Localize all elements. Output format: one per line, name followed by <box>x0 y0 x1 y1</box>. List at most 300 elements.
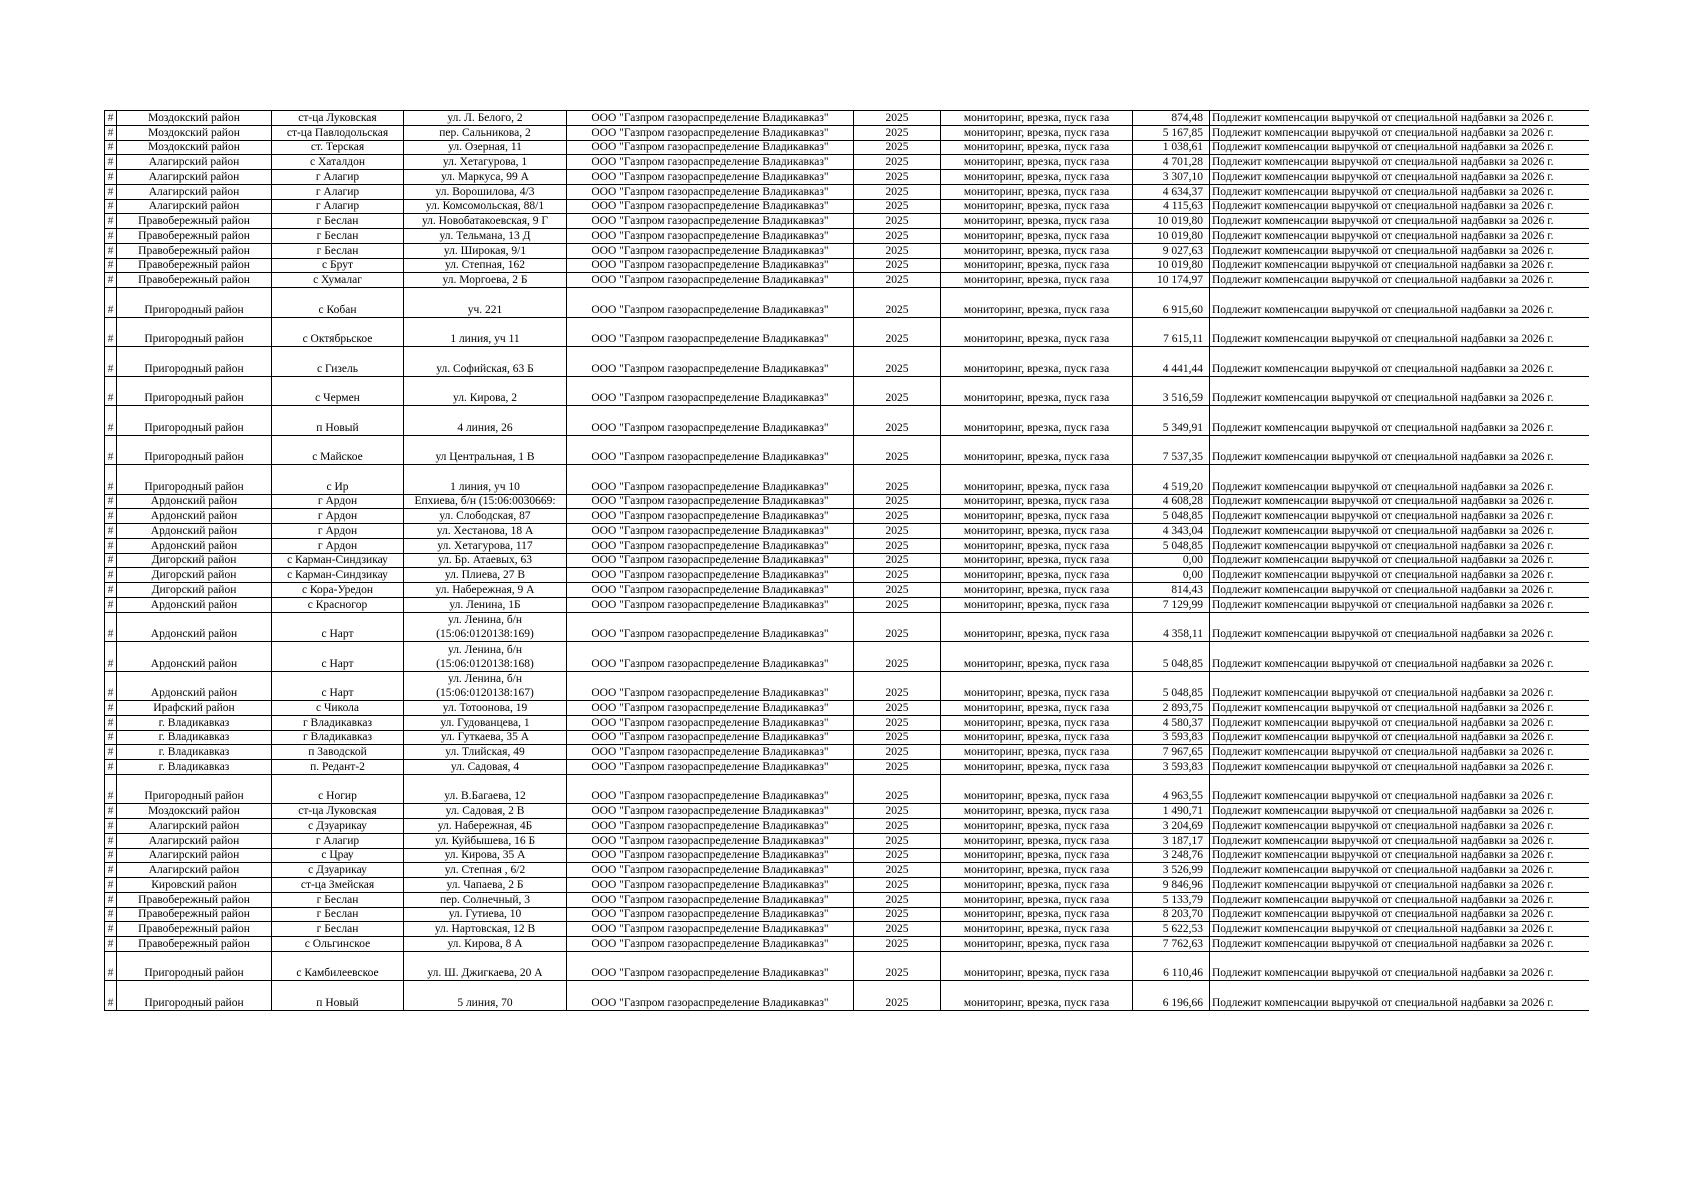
cell-org: ООО "Газпром газораспределение Владикавказ" <box>567 951 854 981</box>
cell-note: Подлежит компенсации выручкой от специальной надбавки за 2026 г. <box>1210 701 1589 716</box>
cell-year: 2025 <box>854 568 941 583</box>
cell-year: 2025 <box>854 170 941 185</box>
cell-org: ООО "Газпром газораспределение Владикавказ" <box>567 494 854 509</box>
cell-amount: 7 537,35 <box>1133 435 1210 465</box>
table-row <box>105 715 1589 730</box>
cell-amount: 4 963,55 <box>1133 774 1210 804</box>
cell-works: мониторинг, врезка, пуск газа <box>941 111 1133 126</box>
cell-locality: с Кобан <box>272 288 404 318</box>
cell-idx: # <box>105 214 117 229</box>
cell-address: пер. Сальникова, 2 <box>404 125 567 140</box>
cell-address: ул. Хетагурова, 1 <box>404 155 567 170</box>
cell-address: Епхиева, б/н (15:06:0030669: <box>404 494 567 509</box>
cell-org: ООО "Газпром газораспределение Владикавказ" <box>567 184 854 199</box>
cell-org: ООО "Газпром газораспределение Владикавказ" <box>567 583 854 598</box>
cell-district: Ардонский район <box>117 671 272 701</box>
cell-works: мониторинг, врезка, пуск газа <box>941 951 1133 981</box>
cell-address: ул. Бр. Атаевых, 63 <box>404 553 567 568</box>
cell-note: Подлежит компенсации выручкой от специальной надбавки за 2026 г. <box>1210 907 1589 922</box>
cell-address: ул. В.Багаева, 12 <box>404 774 567 804</box>
cell-works: мониторинг, врезка, пуск газа <box>941 288 1133 318</box>
cell-amount: 814,43 <box>1133 583 1210 598</box>
cell-idx: # <box>105 538 117 553</box>
cell-locality: с Чермен <box>272 376 404 406</box>
cell-org: ООО "Газпром газораспределение Владикавказ" <box>567 258 854 273</box>
cell-idx: # <box>105 273 117 288</box>
cell-idx: # <box>105 376 117 406</box>
cell-works: мониторинг, врезка, пуск газа <box>941 435 1133 465</box>
cell-address: ул. Нартовская, 12 В <box>404 922 567 937</box>
table-row <box>105 243 1589 258</box>
cell-amount: 7 129,99 <box>1133 597 1210 612</box>
cell-idx: # <box>105 951 117 981</box>
cell-works: мониторинг, врезка, пуск газа <box>941 583 1133 598</box>
cell-works: мониторинг, врезка, пуск газа <box>941 642 1133 672</box>
cell-amount: 4 115,63 <box>1133 199 1210 214</box>
cell-works: мониторинг, врезка, пуск газа <box>941 892 1133 907</box>
cell-note: Подлежит компенсации выручкой от специальной надбавки за 2026 г. <box>1210 509 1589 524</box>
cell-amount: 4 343,04 <box>1133 524 1210 539</box>
cell-note: Подлежит компенсации выручкой от специальной надбавки за 2026 г. <box>1210 981 1589 1011</box>
cell-idx: # <box>105 701 117 716</box>
table-row <box>105 465 1589 495</box>
table-row <box>105 597 1589 612</box>
cell-year: 2025 <box>854 701 941 716</box>
cell-note: Подлежит компенсации выручкой от специальной надбавки за 2026 г. <box>1210 922 1589 937</box>
cell-district: г. Владикавказ <box>117 745 272 760</box>
cell-locality: с Карман-Синдзикау <box>272 568 404 583</box>
cell-amount: 0,00 <box>1133 568 1210 583</box>
cell-works: мониторинг, врезка, пуск газа <box>941 760 1133 775</box>
cell-org: ООО "Газпром газораспределение Владикавказ" <box>567 568 854 583</box>
cell-locality: с Майское <box>272 435 404 465</box>
cell-note: Подлежит компенсации выручкой от специальной надбавки за 2026 г. <box>1210 258 1589 273</box>
cell-org: ООО "Газпром газораспределение Владикавказ" <box>567 730 854 745</box>
table-row <box>105 804 1589 819</box>
cell-amount: 3 593,83 <box>1133 760 1210 775</box>
cell-year: 2025 <box>854 715 941 730</box>
cell-year: 2025 <box>854 494 941 509</box>
cell-locality: с Октябрьское <box>272 317 404 347</box>
cell-amount: 4 634,37 <box>1133 184 1210 199</box>
cell-address: ул. Гуткаева, 35 А <box>404 730 567 745</box>
cell-idx: # <box>105 288 117 318</box>
cell-note: Подлежит компенсации выручкой от специальной надбавки за 2026 г. <box>1210 155 1589 170</box>
cell-district: Правобережный район <box>117 937 272 952</box>
table-row <box>105 863 1589 878</box>
cell-note: Подлежит компенсации выручкой от специальной надбавки за 2026 г. <box>1210 538 1589 553</box>
cell-org: ООО "Газпром газораспределение Владикавказ" <box>567 701 854 716</box>
cell-idx: # <box>105 892 117 907</box>
table-row <box>105 892 1589 907</box>
cell-works: мониторинг, врезка, пуск газа <box>941 730 1133 745</box>
cell-district: Правобережный район <box>117 229 272 244</box>
cell-amount: 3 187,17 <box>1133 833 1210 848</box>
cell-note: Подлежит компенсации выручкой от специальной надбавки за 2026 г. <box>1210 376 1589 406</box>
cell-amount: 9 027,63 <box>1133 243 1210 258</box>
cell-amount: 874,48 <box>1133 111 1210 126</box>
cell-locality: с Чикола <box>272 701 404 716</box>
cell-org: ООО "Газпром газораспределение Владикавказ" <box>567 199 854 214</box>
cell-district: Пригородный район <box>117 774 272 804</box>
cell-idx: # <box>105 524 117 539</box>
cell-district: г. Владикавказ <box>117 730 272 745</box>
cell-works: мониторинг, врезка, пуск газа <box>941 406 1133 436</box>
cell-idx: # <box>105 243 117 258</box>
cell-address: ул. Кирова, 35 А <box>404 848 567 863</box>
cell-address: ул. Гудованцева, 1 <box>404 715 567 730</box>
cell-address: ул. Ленина, б/н (15:06:0120138:167) <box>404 671 567 701</box>
cell-idx: # <box>105 140 117 155</box>
cell-district: Правобережный район <box>117 273 272 288</box>
cell-idx: # <box>105 258 117 273</box>
cell-idx: # <box>105 155 117 170</box>
cell-org: ООО "Газпром газораспределение Владикавказ" <box>567 376 854 406</box>
cell-idx: # <box>105 184 117 199</box>
table-row <box>105 524 1589 539</box>
cell-locality: г Беслан <box>272 922 404 937</box>
cell-year: 2025 <box>854 848 941 863</box>
cell-amount: 10 019,80 <box>1133 214 1210 229</box>
cell-amount: 6 915,60 <box>1133 288 1210 318</box>
cell-address: ул. Моргоева, 2 Б <box>404 273 567 288</box>
cell-org: ООО "Газпром газораспределение Владикавказ" <box>567 819 854 834</box>
cell-district: Пригородный район <box>117 317 272 347</box>
table-row <box>105 819 1589 834</box>
cell-district: Пригородный район <box>117 406 272 436</box>
cell-works: мониторинг, врезка, пуск газа <box>941 538 1133 553</box>
cell-amount: 5 048,85 <box>1133 538 1210 553</box>
cell-note: Подлежит компенсации выручкой от специальной надбавки за 2026 г. <box>1210 214 1589 229</box>
cell-amount: 5 622,53 <box>1133 922 1210 937</box>
cell-works: мониторинг, врезка, пуск газа <box>941 524 1133 539</box>
cell-idx: # <box>105 435 117 465</box>
cell-year: 2025 <box>854 892 941 907</box>
table-row <box>105 170 1589 185</box>
cell-idx: # <box>105 715 117 730</box>
cell-locality: п Новый <box>272 981 404 1011</box>
cell-works: мониторинг, врезка, пуск газа <box>941 907 1133 922</box>
cell-locality: г Владикавказ <box>272 730 404 745</box>
cell-year: 2025 <box>854 140 941 155</box>
cell-works: мониторинг, врезка, пуск газа <box>941 214 1133 229</box>
cell-idx: # <box>105 922 117 937</box>
document-table <box>104 110 1589 1011</box>
cell-address: ул. Маркуса, 99 А <box>404 170 567 185</box>
cell-district: Моздокский район <box>117 111 272 126</box>
cell-address: ул. Кирова, 8 А <box>404 937 567 952</box>
cell-year: 2025 <box>854 597 941 612</box>
cell-works: мониторинг, врезка, пуск газа <box>941 317 1133 347</box>
cell-address: ул. Степная , 6/2 <box>404 863 567 878</box>
cell-note: Подлежит компенсации выручкой от специальной надбавки за 2026 г. <box>1210 347 1589 377</box>
cell-locality: ст-ца Змейская <box>272 878 404 893</box>
cell-district: Дигорский район <box>117 583 272 598</box>
cell-note: Подлежит компенсации выручкой от специальной надбавки за 2026 г. <box>1210 878 1589 893</box>
cell-idx: # <box>105 981 117 1011</box>
cell-works: мониторинг, врезка, пуск газа <box>941 701 1133 716</box>
cell-district: Алагирский район <box>117 184 272 199</box>
cell-amount: 6 110,46 <box>1133 951 1210 981</box>
cell-locality: п Заводской <box>272 745 404 760</box>
cell-address: ул. Хестанова, 18 А <box>404 524 567 539</box>
cell-works: мониторинг, врезка, пуск газа <box>941 258 1133 273</box>
cell-year: 2025 <box>854 155 941 170</box>
cell-works: мониторинг, врезка, пуск газа <box>941 125 1133 140</box>
cell-locality: с Гизель <box>272 347 404 377</box>
cell-works: мониторинг, врезка, пуск газа <box>941 509 1133 524</box>
cell-district: Пригородный район <box>117 981 272 1011</box>
cell-address: пер. Солнечный, 3 <box>404 892 567 907</box>
cell-locality: с Камбилеевское <box>272 951 404 981</box>
cell-address: ул. Новобатакоевская, 9 Г <box>404 214 567 229</box>
cell-works: мониторинг, врезка, пуск газа <box>941 937 1133 952</box>
cell-idx: # <box>105 170 117 185</box>
cell-district: Ардонский район <box>117 538 272 553</box>
cell-works: мониторинг, врезка, пуск газа <box>941 863 1133 878</box>
cell-district: Алагирский район <box>117 170 272 185</box>
cell-year: 2025 <box>854 243 941 258</box>
cell-note: Подлежит компенсации выручкой от специальной надбавки за 2026 г. <box>1210 612 1589 642</box>
table-row <box>105 435 1589 465</box>
cell-year: 2025 <box>854 509 941 524</box>
cell-locality: ст. Терская <box>272 140 404 155</box>
cell-org: ООО "Газпром газораспределение Владикавказ" <box>567 229 854 244</box>
cell-amount: 7 762,63 <box>1133 937 1210 952</box>
cell-locality: с Ольгинское <box>272 937 404 952</box>
cell-address: ул. Хетагурова, 117 <box>404 538 567 553</box>
cell-address: 4 линия, 26 <box>404 406 567 436</box>
cell-amount: 4 608,28 <box>1133 494 1210 509</box>
cell-org: ООО "Газпром газораспределение Владикавказ" <box>567 833 854 848</box>
cell-amount: 8 203,70 <box>1133 907 1210 922</box>
cell-address: ул. Тотоонова, 19 <box>404 701 567 716</box>
cell-amount: 10 019,80 <box>1133 229 1210 244</box>
table-row <box>105 199 1589 214</box>
table-row <box>105 111 1589 126</box>
cell-org: ООО "Газпром газораспределение Владикавказ" <box>567 125 854 140</box>
cell-locality: г Ардон <box>272 509 404 524</box>
cell-year: 2025 <box>854 760 941 775</box>
cell-address: ул Центральная, 1 В <box>404 435 567 465</box>
cell-district: Дигорский район <box>117 568 272 583</box>
cell-amount: 5 048,85 <box>1133 671 1210 701</box>
cell-district: Ардонский район <box>117 509 272 524</box>
cell-year: 2025 <box>854 730 941 745</box>
cell-org: ООО "Газпром газораспределение Владикавказ" <box>567 111 854 126</box>
cell-year: 2025 <box>854 435 941 465</box>
cell-locality: г Беслан <box>272 243 404 258</box>
cell-locality: г Беслан <box>272 907 404 922</box>
cell-year: 2025 <box>854 376 941 406</box>
cell-works: мониторинг, врезка, пуск газа <box>941 745 1133 760</box>
cell-district: г. Владикавказ <box>117 760 272 775</box>
cell-year: 2025 <box>854 671 941 701</box>
cell-address: ул. Софийская, 63 Б <box>404 347 567 377</box>
cell-idx: # <box>105 317 117 347</box>
cell-locality: г Алагир <box>272 184 404 199</box>
cell-address: ул. Кирова, 2 <box>404 376 567 406</box>
cell-amount: 5 048,85 <box>1133 642 1210 672</box>
cell-org: ООО "Газпром газораспределение Владикавказ" <box>567 243 854 258</box>
cell-address: ул. Чапаева, 2 Б <box>404 878 567 893</box>
cell-year: 2025 <box>854 774 941 804</box>
cell-district: Моздокский район <box>117 125 272 140</box>
table-row <box>105 848 1589 863</box>
cell-locality: с Хаталдон <box>272 155 404 170</box>
cell-idx: # <box>105 111 117 126</box>
cell-note: Подлежит компенсации выручкой от специальной надбавки за 2026 г. <box>1210 745 1589 760</box>
cell-amount: 5 048,85 <box>1133 509 1210 524</box>
cell-note: Подлежит компенсации выручкой от специальной надбавки за 2026 г. <box>1210 553 1589 568</box>
cell-year: 2025 <box>854 406 941 436</box>
cell-locality: с Дзуарикау <box>272 819 404 834</box>
table-row <box>105 937 1589 952</box>
cell-note: Подлежит компенсации выручкой от специальной надбавки за 2026 г. <box>1210 642 1589 672</box>
table-row <box>105 376 1589 406</box>
cell-amount: 3 248,76 <box>1133 848 1210 863</box>
cell-year: 2025 <box>854 214 941 229</box>
cell-idx: # <box>105 612 117 642</box>
cell-idx: # <box>105 878 117 893</box>
table-row <box>105 538 1589 553</box>
cell-year: 2025 <box>854 273 941 288</box>
cell-org: ООО "Газпром газораспределение Владикавказ" <box>567 907 854 922</box>
cell-address: ул. Широкая, 9/1 <box>404 243 567 258</box>
cell-idx: # <box>105 642 117 672</box>
cell-amount: 4 358,11 <box>1133 612 1210 642</box>
cell-note: Подлежит компенсации выручкой от специальной надбавки за 2026 г. <box>1210 229 1589 244</box>
cell-amount: 5 349,91 <box>1133 406 1210 436</box>
cell-idx: # <box>105 509 117 524</box>
cell-address: ул. Комсомольская, 88/1 <box>404 199 567 214</box>
cell-org: ООО "Газпром газораспределение Владикавказ" <box>567 538 854 553</box>
cell-amount: 9 846,96 <box>1133 878 1210 893</box>
cell-idx: # <box>105 465 117 495</box>
cell-year: 2025 <box>854 804 941 819</box>
table-row <box>105 878 1589 893</box>
cell-idx: # <box>105 760 117 775</box>
cell-district: Правобережный район <box>117 907 272 922</box>
cell-locality: с Дзуарикау <box>272 863 404 878</box>
cell-address: ул. Ш. Джигкаева, 20 А <box>404 951 567 981</box>
cell-amount: 4 580,37 <box>1133 715 1210 730</box>
cell-amount: 5 167,85 <box>1133 125 1210 140</box>
cell-locality: с Ногир <box>272 774 404 804</box>
cell-year: 2025 <box>854 258 941 273</box>
cell-org: ООО "Газпром газораспределение Владикавказ" <box>567 878 854 893</box>
cell-org: ООО "Газпром газораспределение Владикавказ" <box>567 804 854 819</box>
cell-year: 2025 <box>854 288 941 318</box>
cell-works: мониторинг, врезка, пуск газа <box>941 184 1133 199</box>
cell-locality: с Ир <box>272 465 404 495</box>
cell-year: 2025 <box>854 922 941 937</box>
cell-locality: с Нарт <box>272 671 404 701</box>
cell-district: Ардонский район <box>117 642 272 672</box>
cell-note: Подлежит компенсации выручкой от специальной надбавки за 2026 г. <box>1210 140 1589 155</box>
cell-note: Подлежит компенсации выручкой от специальной надбавки за 2026 г. <box>1210 597 1589 612</box>
table-row <box>105 214 1589 229</box>
cell-locality: г Ардон <box>272 538 404 553</box>
table-row <box>105 553 1589 568</box>
cell-year: 2025 <box>854 819 941 834</box>
cell-idx: # <box>105 937 117 952</box>
cell-year: 2025 <box>854 347 941 377</box>
cell-note: Подлежит компенсации выручкой от специальной надбавки за 2026 г. <box>1210 833 1589 848</box>
cell-year: 2025 <box>854 317 941 347</box>
cell-district: Дигорский район <box>117 553 272 568</box>
cell-note: Подлежит компенсации выручкой от специальной надбавки за 2026 г. <box>1210 317 1589 347</box>
cell-org: ООО "Газпром газораспределение Владикавказ" <box>567 715 854 730</box>
cell-note: Подлежит компенсации выручкой от специальной надбавки за 2026 г. <box>1210 774 1589 804</box>
table-row <box>105 951 1589 981</box>
cell-locality: г Ардон <box>272 494 404 509</box>
cell-locality: с Нарт <box>272 642 404 672</box>
cell-address: 5 линия, 70 <box>404 981 567 1011</box>
cell-note: Подлежит компенсации выручкой от специальной надбавки за 2026 г. <box>1210 288 1589 318</box>
table-row <box>105 494 1589 509</box>
cell-org: ООО "Газпром газораспределение Владикавказ" <box>567 597 854 612</box>
cell-works: мониторинг, врезка, пуск газа <box>941 715 1133 730</box>
cell-year: 2025 <box>854 583 941 598</box>
table-row <box>105 273 1589 288</box>
cell-idx: # <box>105 568 117 583</box>
cell-locality: г Беслан <box>272 229 404 244</box>
cell-amount: 4 441,44 <box>1133 347 1210 377</box>
cell-locality: г Алагир <box>272 199 404 214</box>
cell-address: уч. 221 <box>404 288 567 318</box>
cell-address: ул. Набережная, 9 А <box>404 583 567 598</box>
cell-works: мониторинг, врезка, пуск газа <box>941 597 1133 612</box>
cell-org: ООО "Газпром газораспределение Владикавказ" <box>567 288 854 318</box>
cell-address: ул. Степная, 162 <box>404 258 567 273</box>
cell-org: ООО "Газпром газораспределение Владикавказ" <box>567 170 854 185</box>
cell-year: 2025 <box>854 553 941 568</box>
cell-idx: # <box>105 583 117 598</box>
cell-works: мониторинг, врезка, пуск газа <box>941 140 1133 155</box>
cell-note: Подлежит компенсации выручкой от специальной надбавки за 2026 г. <box>1210 892 1589 907</box>
cell-org: ООО "Газпром газораспределение Владикавказ" <box>567 892 854 907</box>
table-row <box>105 730 1589 745</box>
cell-locality: п Новый <box>272 406 404 436</box>
cell-district: Пригородный район <box>117 347 272 377</box>
cell-address: ул. Озерная, 11 <box>404 140 567 155</box>
cell-district: Правобережный район <box>117 243 272 258</box>
cell-org: ООО "Газпром газораспределение Владикавказ" <box>567 465 854 495</box>
cell-idx: # <box>105 199 117 214</box>
cell-address: ул. Набережная, 4Б <box>404 819 567 834</box>
cell-idx: # <box>105 494 117 509</box>
cell-idx: # <box>105 819 117 834</box>
cell-year: 2025 <box>854 612 941 642</box>
cell-note: Подлежит компенсации выручкой от специальной надбавки за 2026 г. <box>1210 406 1589 436</box>
cell-year: 2025 <box>854 184 941 199</box>
cell-note: Подлежит компенсации выручкой от специальной надбавки за 2026 г. <box>1210 273 1589 288</box>
cell-idx: # <box>105 229 117 244</box>
table-row <box>105 155 1589 170</box>
cell-works: мониторинг, врезка, пуск газа <box>941 671 1133 701</box>
table-row <box>105 288 1589 318</box>
table-row <box>105 745 1589 760</box>
cell-address: ул. Гутиева, 10 <box>404 907 567 922</box>
cell-note: Подлежит компенсации выручкой от специальной надбавки за 2026 г. <box>1210 583 1589 598</box>
cell-works: мониторинг, врезка, пуск газа <box>941 243 1133 258</box>
cell-district: Пригородный район <box>117 465 272 495</box>
cell-district: Алагирский район <box>117 833 272 848</box>
cell-note: Подлежит компенсации выручкой от специальной надбавки за 2026 г. <box>1210 170 1589 185</box>
cell-org: ООО "Газпром газораспределение Владикавказ" <box>567 524 854 539</box>
cell-district: Пригородный район <box>117 435 272 465</box>
